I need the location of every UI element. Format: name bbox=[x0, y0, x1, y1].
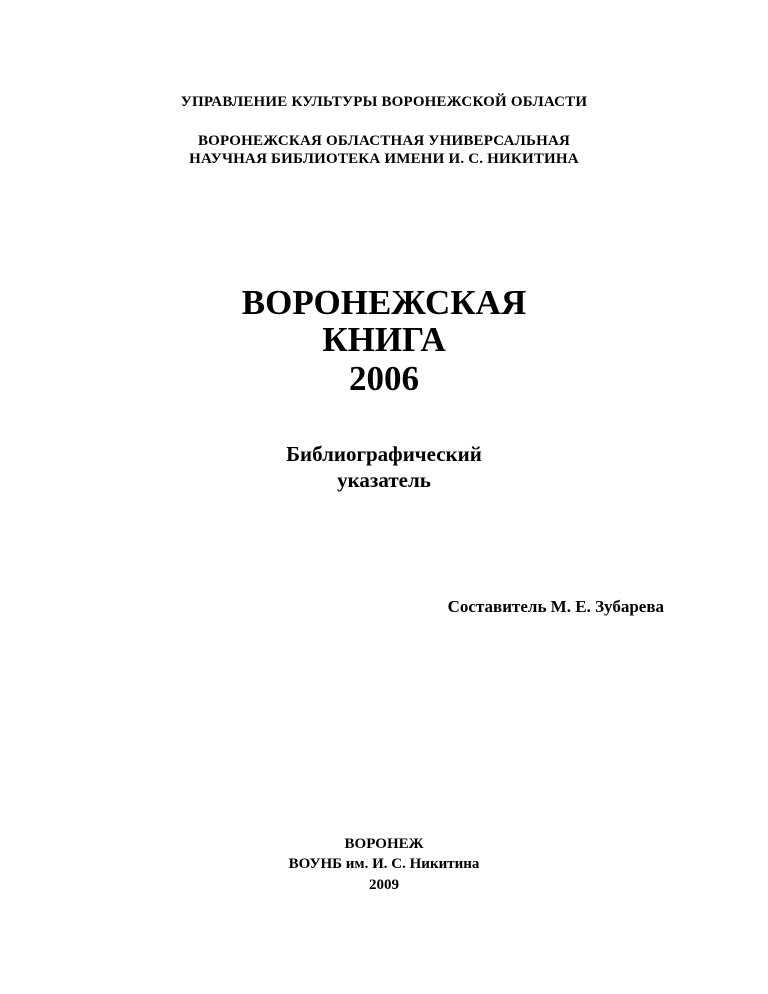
book-title-line-2: КНИГА bbox=[322, 320, 446, 359]
book-title-year: 2006 bbox=[349, 359, 419, 398]
subtitle-line-1: Библиографический bbox=[286, 442, 482, 466]
compiler-credit: Составитель М. Е. Зубарева bbox=[447, 597, 664, 616]
imprint-publisher: ВОУНБ им. И. С. Никитина bbox=[288, 856, 480, 872]
book-title-line-1: ВОРОНЕЖСКАЯ bbox=[241, 283, 527, 322]
department-heading: УПРАВЛЕНИЕ КУЛЬТУРЫ ВОРОНЕЖСКОЙ ОБЛАСТИ bbox=[180, 94, 588, 110]
library-name-line-1: ВОРОНЕЖСКАЯ ОБЛАСТНАЯ УНИВЕРСАЛЬНАЯ bbox=[197, 133, 571, 149]
subtitle-line-2: указатель bbox=[337, 468, 431, 492]
imprint-year: 2009 bbox=[369, 877, 399, 893]
library-name-line-2: НАУЧНАЯ БИБЛИОТЕКА ИМЕНИ И. С. НИКИТИНА bbox=[189, 151, 579, 167]
imprint-city: ВОРОНЕЖ bbox=[344, 836, 424, 852]
